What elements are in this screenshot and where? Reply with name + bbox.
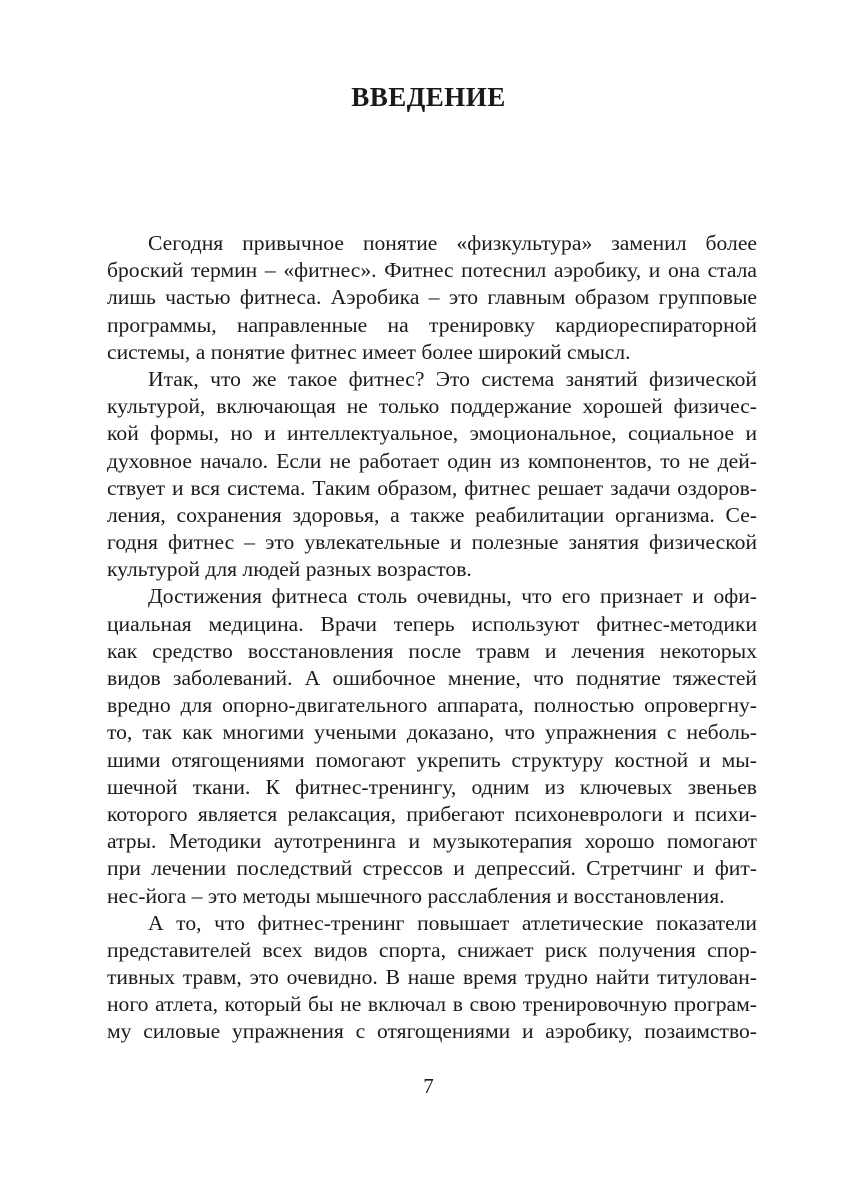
text-line: шечной ткани. К фитнес-тренингу, одним из ключевых звеньев <box>107 774 757 799</box>
text-line: атры. Методики аутотренинга и музыкотерапия хорошо помогают <box>107 829 757 854</box>
text-line: циальная медицина. Врачи теперь используют фитнес-методики <box>107 611 757 636</box>
text-line: Достижения фитнеса столь очевидны, что его признает и офи- <box>148 584 757 609</box>
text-line: тивных травм, это очевидно. В наше время трудно найти титулован- <box>107 965 757 990</box>
text-line: Сегодня привычное понятие «физкультура» заменил более <box>148 231 757 255</box>
text-line: видов заболеваний. А ошибочное мнение, что поднятие тяжестей <box>107 666 757 690</box>
text-line: броский термин – «фитнес». Фитнес потеснил аэробику, и она стала <box>107 258 757 283</box>
paragraph <box>107 910 757 1046</box>
text-line: Итак, что же такое фитнес? Это система занятий физической <box>148 366 757 391</box>
text-line: вредно для опорно-двигательного аппарата, полностью опровергну- <box>107 693 757 718</box>
text-line: которого является релаксация, прибегают психоневрологи и психи- <box>107 801 757 826</box>
text-line: программы, направленные на тренировку кардиореспираторной <box>107 312 757 337</box>
page-number: 7 <box>423 1074 434 1098</box>
text-line: лишь частью фитнеса. Аэробика – это главным образом групповые <box>107 285 757 310</box>
paragraph <box>107 583 757 909</box>
text-line: годня фитнес – это увлекательные и полезные занятия физической <box>107 530 757 555</box>
page-title: ВВЕДЕНИЕ <box>351 82 506 112</box>
text-line: А то, что фитнес-тренинг повышает атлетические показатели <box>148 910 757 935</box>
text-line: то, так как многими учеными доказано, что упражнения с неболь- <box>107 720 757 745</box>
text-line: системы, а понятие фитнес имеет более широкий смысл. <box>107 339 631 364</box>
text-line: ствует и вся система. Таким образом, фитнес решает задачи оздоров- <box>107 475 757 500</box>
text-line: как средство восстановления после травм и лечения некоторых <box>107 638 757 663</box>
text-line: му силовые упражнения с отягощениями и аэробику, позаимство- <box>107 1019 757 1044</box>
text-line: культурой, включающая не только поддержание хорошей физичес- <box>107 394 757 419</box>
text-line: нес-йога – это методы мышечного расслабления и восстановления. <box>107 883 725 908</box>
text-line: представителей всех видов спорта, снижает риск получения спор- <box>107 937 757 962</box>
body-text <box>107 230 757 1046</box>
text-line: ления, сохранения здоровья, а также реабилитации организма. Се- <box>107 502 757 527</box>
text-line: кой формы, но и интеллектуальное, эмоциональное, социальное и <box>107 421 757 446</box>
text-line: ного атлета, который бы не включал в свою тренировочную програм- <box>107 992 757 1017</box>
paragraph <box>107 366 757 584</box>
text-line: духовное начало. Если не работает один из компонентов, то не дей- <box>107 448 757 473</box>
text-line: при лечении последствий стрессов и депрессий. Стретчинг и фит- <box>107 856 757 881</box>
text-line: культурой для людей разных возрастов. <box>107 557 472 582</box>
paragraph <box>107 230 757 366</box>
text-line: шими отягощениями помогают укрепить структуру костной и мы- <box>107 747 757 772</box>
